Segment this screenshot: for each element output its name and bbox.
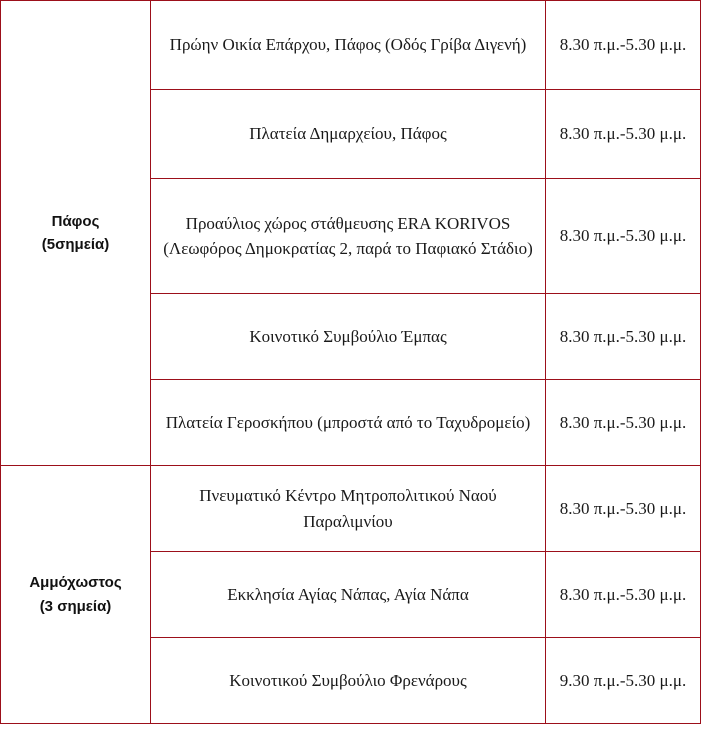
place-cell: Κοινοτικό Συμβούλιο Έμπας [151,294,546,380]
locations-table-body [1,1,701,724]
table-row [1,1,701,90]
hours-cell: 8.30 π.μ.-5.30 μ.μ. [546,552,701,638]
hours-cell: 8.30 π.μ.-5.30 μ.μ. [546,179,701,294]
hours-cell: 8.30 π.μ.-5.30 μ.μ. [546,294,701,380]
place-cell: Κοινοτικού Συμβούλιο Φρενάρους [151,638,546,724]
place-cell: Πλατεία Γεροσκήπου (μπροστά από το Ταχυδρομείο) [151,380,546,466]
hours-cell: 9.30 π.μ.-5.30 μ.μ. [546,638,701,724]
region-name: Αμμόχωστος [29,574,122,592]
region-count: (5σημεία) [41,236,110,253]
hours-cell: 8.30 π.μ.-5.30 μ.μ. [546,90,701,179]
place-cell: Πλατεία Δημαρχείου, Πάφος [151,90,546,179]
region-name: Πάφος [51,212,100,230]
hours-cell: 8.30 π.μ.-5.30 μ.μ. [546,380,701,466]
region-cell-ammochostos [1,466,151,724]
place-cell: Πνευματικό Κέντρο Μητροπολιτικού Ναού Παραλιμνίου [151,466,546,552]
hours-cell: 8.30 π.μ.-5.30 μ.μ. [546,1,701,90]
place-cell: Προαύλιος χώρος στάθμευσης ERA KORIVOS (Λεωφόρος Δημοκρατίας 2, παρά το Παφιακό Στάδιο) [151,179,546,294]
region-cell-pafos [1,1,151,466]
place-cell: Πρώην Οικία Επάρχου, Πάφος (Οδός Γρίβα Διγενή) [151,1,546,90]
hours-cell: 8.30 π.μ.-5.30 μ.μ. [546,466,701,552]
region-count: (3 σημεία) [39,597,112,615]
table-row [1,466,701,552]
place-cell: Εκκλησία Αγίας Νάπας, Αγία Νάπα [151,552,546,638]
